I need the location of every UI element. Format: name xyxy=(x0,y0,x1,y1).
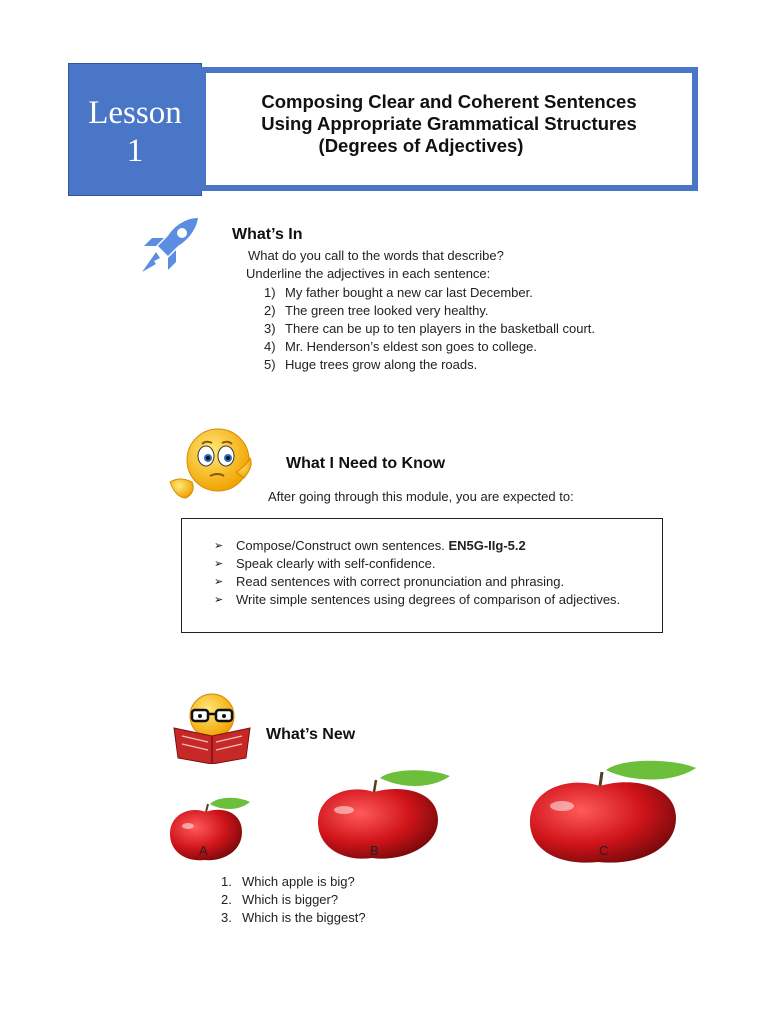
apple-large-image xyxy=(526,756,698,866)
whats-in-heading: What’s In xyxy=(232,226,303,243)
arrow-bullet-icon: ➢ xyxy=(214,558,224,570)
lesson-word: Lesson xyxy=(88,95,182,131)
rocket-icon xyxy=(138,214,206,276)
lesson-number: 1 xyxy=(126,133,144,169)
apple-label-a: A xyxy=(199,843,208,858)
list-item: 4) Mr. Henderson’s eldest son goes to college. xyxy=(264,339,537,354)
thinking-emoji-icon xyxy=(166,426,260,506)
title-line-1: Composing Clear and Coherent Sentences xyxy=(261,91,637,112)
list-item: ➢ Write simple sentences using degrees of comparison of adjectives. xyxy=(214,592,621,607)
list-item: 2. Which is bigger? xyxy=(221,892,339,907)
list-item: 3. Which is the biggest? xyxy=(221,910,366,925)
apple-medium-image xyxy=(314,766,454,862)
whats-new-heading: What’s New xyxy=(266,726,356,743)
reading-emoji-icon xyxy=(168,692,256,764)
objectives-box xyxy=(181,518,663,633)
whats-in-instruction: Underline the adjectives in each sentence: xyxy=(246,266,491,281)
title-frame xyxy=(200,67,698,191)
lesson-title xyxy=(206,91,692,157)
arrow-bullet-icon: ➢ xyxy=(214,540,224,552)
apple-small-image xyxy=(166,794,254,864)
apple-question-list xyxy=(221,873,366,927)
list-item: ➢ Compose/Construct own sentences. EN5G-IIg-5.2 xyxy=(214,538,526,553)
arrow-bullet-icon: ➢ xyxy=(214,594,224,606)
arrow-bullet-icon: ➢ xyxy=(214,576,224,588)
list-item: 1. Which apple is big? xyxy=(221,874,355,889)
objectives-list xyxy=(214,537,634,609)
apple-label-c: C xyxy=(599,843,609,858)
list-item: ➢ Read sentences with correct pronunciation and phrasing. xyxy=(214,574,565,589)
need-to-know-heading: What I Need to Know xyxy=(286,455,446,472)
adjective-sentence-list xyxy=(264,284,595,374)
whats-in-question: What do you call to the words that describe? xyxy=(248,248,504,263)
apple-label-b: B xyxy=(370,843,379,858)
lesson-badge xyxy=(68,63,202,196)
list-item: 1) My father bought a new car last December. xyxy=(264,285,533,300)
list-item: ➢ Speak clearly with self-confidence. xyxy=(214,556,436,571)
competency-code: EN5G-IIg-5.2 xyxy=(448,538,526,553)
list-item: 2) The green tree looked very healthy. xyxy=(264,303,489,318)
list-item: 5) Huge trees grow along the roads. xyxy=(264,357,478,372)
title-line-3: (Degrees of Adjectives) xyxy=(318,135,524,156)
list-item: 3) There can be up to ten players in the basketball court. xyxy=(264,321,596,336)
title-line-2: Using Appropriate Grammatical Structures xyxy=(261,113,637,134)
need-to-know-intro: After going through this module, you are expected to: xyxy=(268,489,574,504)
